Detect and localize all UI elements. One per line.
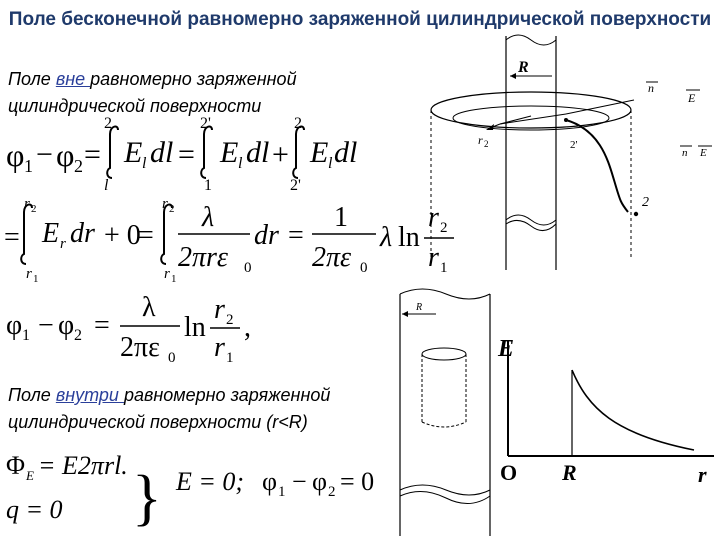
svg-text:r: r — [428, 242, 439, 273]
svg-text:ln: ln — [398, 222, 420, 253]
svg-text:0: 0 — [168, 350, 176, 366]
svg-text:2': 2' — [570, 139, 578, 151]
svg-text:1: 1 — [226, 350, 234, 366]
svg-text:r: r — [60, 236, 66, 252]
svg-text:,: , — [244, 312, 251, 343]
svg-text:R: R — [416, 302, 423, 313]
svg-text:n: n — [682, 147, 688, 159]
svg-text:E: E — [688, 91, 696, 105]
svg-text:l: l — [238, 155, 243, 172]
svg-text:q = 0: q = 0 — [6, 495, 63, 524]
svg-text:φ: φ — [6, 137, 25, 173]
svg-text:λ: λ — [380, 222, 393, 253]
svg-text:1: 1 — [171, 273, 177, 285]
svg-text:2': 2' — [290, 177, 301, 194]
svg-text:−: − — [36, 138, 53, 171]
page-title: Поле бесконечной равномерно заряженной цилиндрической поверхности — [8, 9, 712, 30]
svg-text:r: r — [478, 133, 483, 147]
svg-text:E: E — [310, 136, 329, 169]
svg-text:= 0: = 0 — [340, 467, 375, 496]
svg-text:φ: φ — [312, 467, 328, 496]
inside-heading: Поле внутри равномерно заряженной цилиндрической поверхности (r<R) — [8, 385, 331, 432]
svg-text:r: r — [164, 266, 170, 282]
formula-inside-field — [6, 451, 374, 532]
svg-text:l: l — [104, 177, 109, 194]
inside-underlined: внутри — [55, 385, 124, 405]
svg-text:l: l — [142, 155, 147, 172]
svg-text:E = 0;: E = 0; — [176, 467, 245, 496]
svg-text:ln: ln — [184, 312, 206, 343]
svg-text:=: = — [84, 138, 101, 171]
svg-text:λ: λ — [142, 292, 156, 323]
outside-underlined: вне — [55, 69, 91, 89]
svg-text:1: 1 — [22, 327, 30, 344]
svg-text:2πrε: 2πrε — [178, 242, 228, 273]
svg-text:1: 1 — [204, 177, 212, 194]
svg-text:2: 2 — [328, 484, 336, 500]
svg-text:=: = — [288, 220, 304, 251]
svg-text:φ: φ — [56, 137, 75, 173]
svg-text:r: r — [428, 202, 439, 233]
svg-text:2: 2 — [440, 220, 448, 236]
svg-text:0: 0 — [360, 260, 368, 276]
svg-text:+ 0: + 0 — [104, 220, 141, 251]
svg-text:2': 2' — [200, 115, 211, 132]
E-curve — [572, 370, 694, 450]
svg-text:2: 2 — [484, 139, 489, 149]
svg-text:2: 2 — [642, 195, 649, 210]
outside-heading: Поле вне равномерно заряженной цилиндрической поверхности — [8, 69, 297, 116]
R-label: R — [518, 59, 529, 76]
svg-text:=: = — [4, 222, 20, 253]
origin-label: O — [500, 460, 518, 485]
svg-text:λ: λ — [202, 202, 215, 233]
svg-text:φ: φ — [58, 310, 75, 341]
svg-text:φ: φ — [6, 310, 23, 341]
svg-text:= E2πrl.: = E2πrl. — [38, 451, 128, 480]
svg-text:1: 1 — [24, 156, 33, 176]
svg-text:2: 2 — [294, 115, 302, 132]
svg-text:−: − — [38, 310, 54, 341]
svg-text:2πε: 2πε — [312, 242, 352, 273]
svg-text:=: = — [138, 220, 154, 251]
svg-text:2: 2 — [169, 203, 175, 215]
svg-text:E: E — [220, 136, 239, 169]
svg-text:dr: dr — [70, 218, 95, 249]
svg-text:−: − — [292, 467, 307, 496]
svg-text:2: 2 — [74, 156, 83, 176]
svg-text:1: 1 — [334, 202, 348, 233]
svg-text:dl: dl — [246, 136, 270, 169]
svg-text:E: E — [26, 468, 34, 483]
svg-text:2: 2 — [226, 312, 234, 328]
svg-text:dl: dl — [334, 136, 358, 169]
svg-text:l: l — [328, 155, 333, 172]
svg-text:dl: dl — [150, 136, 174, 169]
R-axis-label: R — [562, 460, 577, 485]
svg-text:Φ: Φ — [6, 451, 26, 480]
svg-text:0: 0 — [244, 260, 252, 276]
y-label: E — [498, 336, 515, 362]
svg-text:1: 1 — [440, 260, 448, 276]
svg-text:r: r — [214, 332, 225, 363]
formula-potential-difference-integral — [6, 115, 357, 194]
cylinder-figure-inside — [396, 286, 496, 540]
cylinder-figure-outside — [420, 20, 720, 280]
svg-text:}: } — [132, 464, 162, 532]
svg-text:n: n — [648, 81, 654, 95]
svg-text:E: E — [42, 218, 60, 249]
x-label: r — [698, 462, 707, 487]
svg-text:r: r — [162, 196, 168, 212]
svg-text:r: r — [26, 266, 32, 282]
svg-text:=: = — [94, 310, 110, 341]
svg-text:φ: φ — [262, 467, 278, 496]
E-vs-r-graph — [494, 330, 720, 540]
formula-radial-integral — [4, 196, 454, 285]
svg-text:E: E — [700, 147, 707, 159]
svg-text:1: 1 — [33, 273, 39, 285]
svg-text:r: r — [214, 294, 225, 325]
svg-text:r: r — [24, 196, 30, 212]
formula-potential-difference-result — [6, 292, 251, 366]
svg-text:=: = — [178, 138, 195, 171]
svg-text:E: E — [124, 136, 143, 169]
svg-text:1: 1 — [278, 484, 286, 500]
svg-text:dr: dr — [254, 220, 279, 251]
svg-text:+: + — [272, 138, 289, 171]
svg-text:2: 2 — [74, 327, 82, 344]
svg-text:2πε: 2πε — [120, 332, 160, 363]
svg-text:2: 2 — [31, 203, 37, 215]
svg-text:2: 2 — [104, 115, 112, 132]
